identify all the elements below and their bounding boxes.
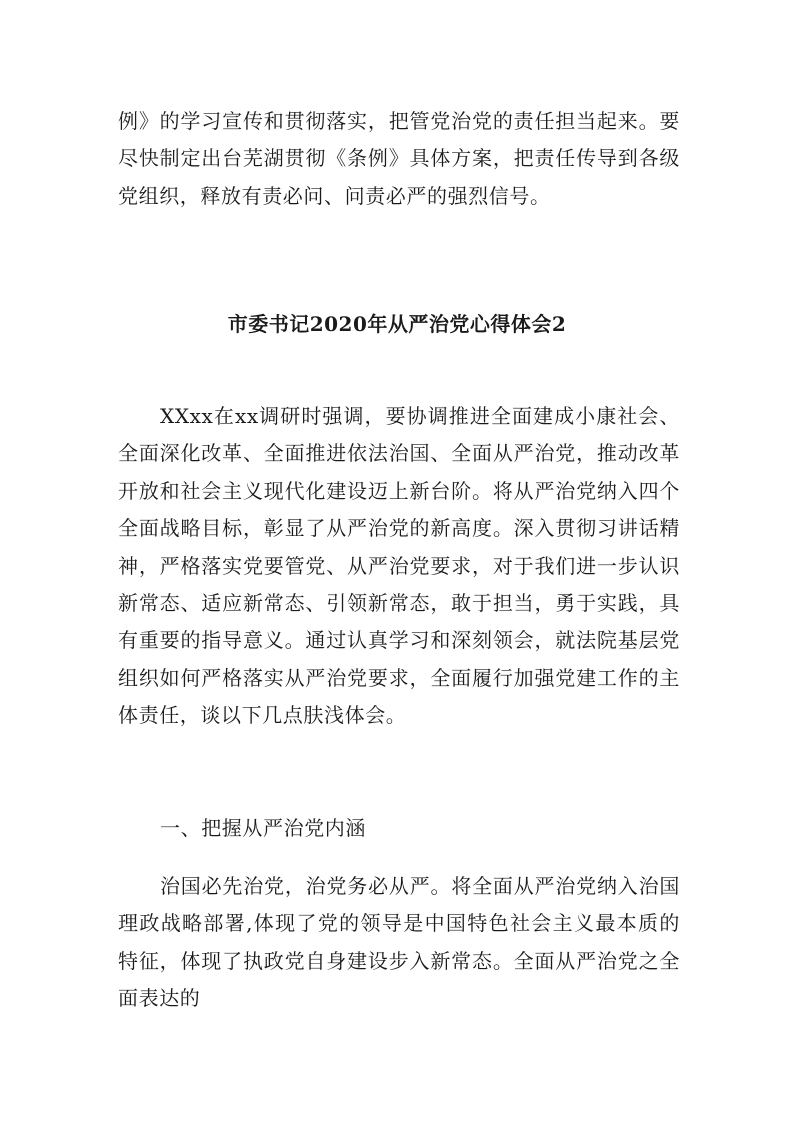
intro-paragraph: XXxx在xx调研时强调，要协调推进全面建成小康社会、全面深化改革、全面推进依法治国、全面从严治党，推动改革开放和社会主义现代化建设迈上新台阶。将从严治党纳入四个全面战略目标，彰显了从严治党的新高度。深入贯彻习讲话精神，严格落实党要管党、从严治党要求，对于我们进一步认识新常态、适应新常态、引领新常态，敢于担当，勇于实践，具有重要的指导意义。通过认真学习和深刻领会，就法院基层党组织如何严格落实从严治党要求，全面履行加强党建工作的主体责任，谈以下几点肤浅体会。 [118,404,680,728]
continuation-paragraph: 例》的学习宣传和贯彻落实，把管党治党的责任担当起来。要尽快制定出台芜湖贯彻《条例》具体方案，把责任传导到各级党组织，释放有责必问、问责必严的强烈信号。 [118,109,680,208]
section-heading: 一、把握从严治党内涵 [160,816,366,840]
document-title: 市委书记2020年从严治党心得体会2 [227,312,567,336]
section-body-paragraph: 治国必先治党，治党务必从严。将全面从严治党纳入治国理政战略部署,体现了党的领导是中国特色社会主义最本质的特征，体现了执政党自身建设步入新常态。全面从严治党之全面表达的 [118,874,680,1011]
